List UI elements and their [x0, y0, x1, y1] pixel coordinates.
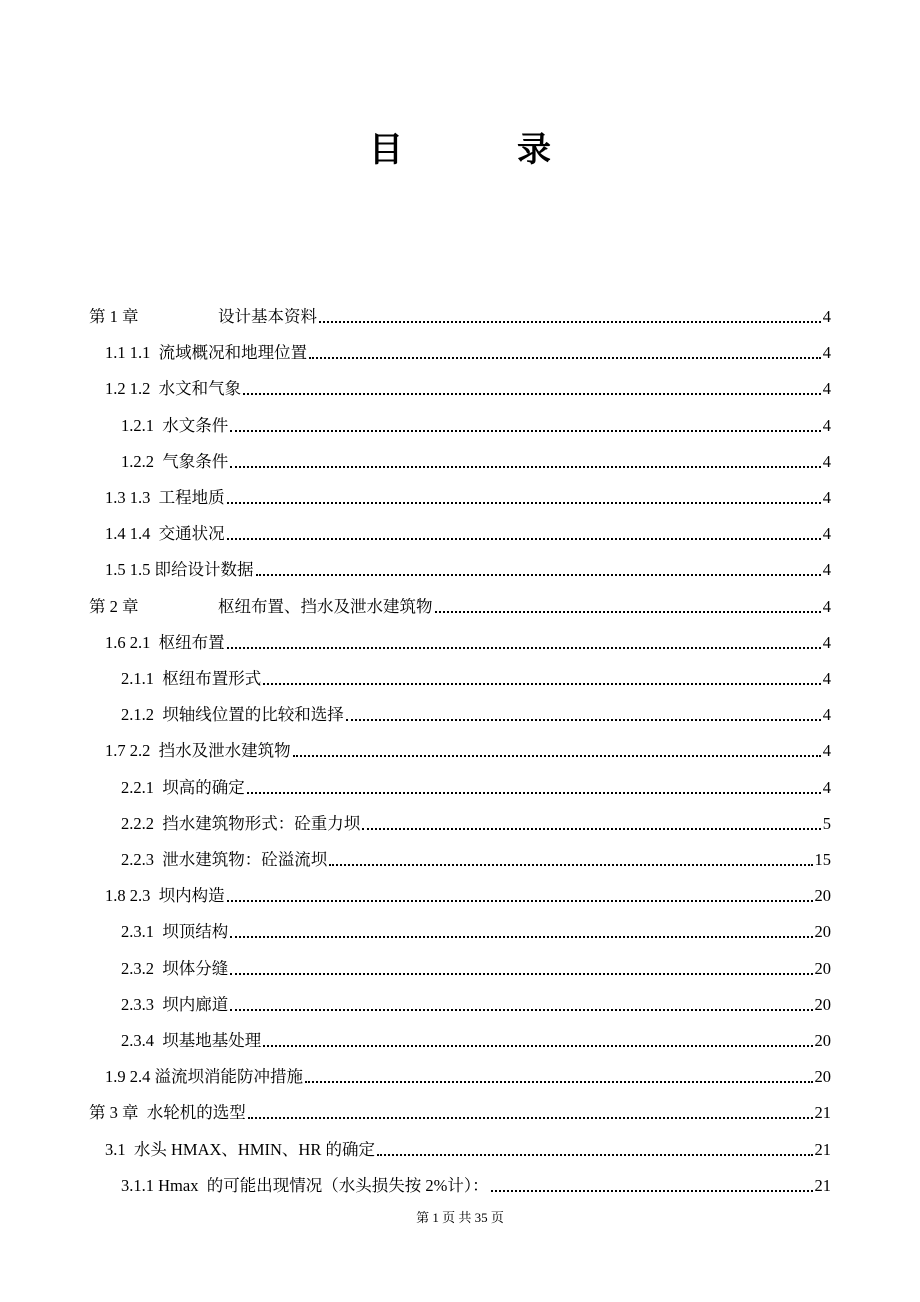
toc-entry-text: 1.9 2.4 溢流坝消能防冲措施: [105, 1067, 303, 1087]
toc-entry-label: [105, 520, 225, 544]
toc-leader-dots: [230, 1008, 812, 1011]
page-title: 目 录: [369, 130, 591, 170]
toc-leader-dots: [230, 935, 812, 938]
toc-leader-dots: [329, 863, 812, 866]
toc-entry-label: [121, 665, 261, 689]
toc-page-number: 20: [814, 958, 831, 978]
toc-leader-dots: [263, 1044, 812, 1047]
toc-entry-text: 2.3.1 坝顶结构: [121, 922, 229, 942]
toc-entry-label: [89, 593, 433, 617]
toc-entry-label: [105, 1136, 375, 1160]
toc-entry-text: 2.1.1 枢纽布置形式: [121, 669, 262, 688]
toc-entry-label: [105, 882, 225, 906]
toc-entry[interactable]: [0, 834, 920, 870]
toc-entry[interactable]: [0, 979, 920, 1015]
toc-entry-label: [105, 737, 291, 761]
toc-entry[interactable]: [0, 762, 920, 798]
toc-entry-text: 1.3 1.3 工程地质: [105, 488, 225, 507]
toc-entry[interactable]: [0, 400, 920, 436]
toc-entry[interactable]: [0, 653, 920, 689]
toc-leader-dots: [256, 573, 821, 576]
toc-entry-text: 1.8 2.3 坝内构造: [105, 886, 225, 906]
toc-entry[interactable]: [0, 544, 920, 580]
toc-entry-text: 2.2.1 坝高的确定: [121, 777, 245, 797]
toc-leader-dots: [435, 610, 821, 613]
toc-page-number: 21: [814, 1103, 831, 1123]
toc-leader-dots: [305, 1080, 813, 1083]
toc-leader-dots: [346, 718, 821, 721]
toc-chapter-number: 第 1 章: [89, 307, 139, 326]
toc-entry-text: 1.4 1.4 交通状况: [105, 524, 225, 544]
toc-entry-text: 2.2.2 挡水建筑物形式：砼重力坝: [121, 813, 361, 833]
toc-page-number: 15: [814, 850, 831, 869]
toc-leader-dots: [319, 320, 821, 323]
toc-leader-dots: [230, 972, 812, 975]
toc-leader-dots: [227, 646, 821, 649]
toc-page-number: 4: [822, 596, 831, 616]
toc-page-number: 4: [822, 741, 831, 761]
toc-entry-text: 枢纽布置、挡水及泄水建筑物: [218, 596, 433, 616]
toc-entry[interactable]: [0, 798, 920, 834]
toc-entry-label: [105, 1063, 303, 1087]
toc-entry-label: [89, 1099, 246, 1123]
toc-entry-text: 2.3.3 坝内廊道: [121, 994, 229, 1014]
toc-leader-dots: [230, 465, 821, 468]
toc-entry[interactable]: [0, 581, 920, 617]
toc-leader-dots: [362, 827, 821, 830]
toc-entry-text: 1.1 1.1 流域概况和地理位置: [105, 343, 308, 363]
toc-leader-dots: [227, 501, 821, 504]
toc-entry-text: 1.7 2.2 挡水及泄水建筑物: [105, 741, 291, 761]
toc-page-number: 4: [822, 632, 831, 652]
toc-leader-dots: [491, 1189, 813, 1192]
toc-entry[interactable]: [0, 1051, 920, 1087]
toc-entry[interactable]: [0, 617, 920, 653]
toc-entry-label: [105, 339, 307, 363]
toc-entry-label: [121, 774, 245, 798]
toc-page-number: 20: [814, 1067, 831, 1087]
toc-page-number: 4: [822, 307, 831, 326]
toc-page-number: 21: [814, 1139, 831, 1159]
toc-page-number: 4: [822, 379, 831, 399]
toc-page-number: 4: [822, 777, 831, 797]
toc-leader-dots: [263, 682, 821, 685]
toc-entry[interactable]: [0, 327, 920, 363]
toc-entry-text: 1.2.1 水文条件: [121, 415, 229, 435]
toc-entry[interactable]: [0, 508, 920, 544]
toc-entry-text: 设计基本资料: [218, 307, 317, 326]
toc-entry-label: [121, 918, 228, 942]
toc-entry[interactable]: [0, 870, 920, 906]
toc-entry-text: 3.1.1 Hmax 的可能出现情况（水头损失按 2%计）：: [121, 1175, 489, 1195]
toc-entry-text: 3.1 水头 HMAX、HMIN、HR 的确定: [105, 1139, 375, 1159]
toc-entry-label: [105, 375, 241, 399]
toc-entry[interactable]: [0, 943, 920, 979]
toc-entry-label: [121, 1027, 261, 1051]
toc-entry-label: [121, 810, 360, 834]
toc-entry[interactable]: [0, 472, 920, 508]
toc-entry-label: [121, 955, 228, 979]
toc-entry-text: 1.2.2 气象条件: [121, 451, 229, 471]
toc-entry-label: [121, 1172, 489, 1196]
toc-entry-text: 2.3.4 坝基地基处理: [121, 1031, 262, 1050]
toc-page-number: 4: [822, 524, 831, 544]
toc-entry-text: 第 3 章 水轮机的选型: [89, 1103, 246, 1123]
toc-page-number: 4: [822, 488, 831, 507]
toc-entry[interactable]: [0, 1015, 920, 1051]
toc-leader-dots: [293, 754, 821, 757]
toc-entry-text: 1.2 1.2 水文和气象: [105, 379, 242, 399]
toc-entry-label: [121, 412, 228, 436]
toc-page-number: 4: [822, 705, 831, 725]
toc-leader-dots: [248, 1116, 813, 1119]
toc-entry-label: [121, 991, 228, 1015]
toc-leader-dots: [227, 899, 813, 902]
toc-entry[interactable]: [0, 1124, 920, 1160]
toc-entry-label: [105, 484, 225, 508]
toc-chapter-number: 第 2 章: [89, 596, 139, 616]
toc-entry-text: 2.2.3 泄水建筑物：砼溢流坝: [121, 850, 328, 869]
toc-entry[interactable]: [0, 291, 920, 327]
toc-entry-label: [121, 701, 344, 725]
toc-entry-text: 2.1.2 坝轴线位置的比较和选择: [121, 705, 344, 725]
toc-page-number: 21: [814, 1175, 831, 1195]
toc-entry-label: [121, 448, 228, 472]
toc-leader-dots: [243, 392, 821, 395]
toc-entry-label: [105, 556, 254, 580]
toc-entry-text: 2.3.2 坝体分缝: [121, 958, 229, 978]
toc-entry[interactable]: [0, 906, 920, 942]
toc-page-number: 4: [822, 451, 831, 471]
toc-entry[interactable]: [0, 725, 920, 761]
toc-page-number: 4: [822, 343, 831, 363]
toc-page-number: 4: [822, 669, 831, 688]
toc-page-number: 4: [822, 415, 831, 435]
toc-page-number: 20: [814, 994, 831, 1014]
toc-leader-dots: [247, 791, 821, 794]
toc-entry[interactable]: [0, 689, 920, 725]
toc-page-number: 5: [822, 813, 831, 833]
toc-entry-text: 1.5 1.5 即给设计数据: [105, 560, 254, 580]
toc-entry[interactable]: [0, 436, 920, 472]
toc-leader-dots: [227, 537, 821, 540]
toc-page-number: 4: [822, 560, 831, 580]
toc-leader-dots: [377, 1153, 813, 1156]
toc-entry[interactable]: [0, 1160, 920, 1196]
toc-page-number: 20: [814, 886, 831, 906]
toc-entry[interactable]: [0, 363, 920, 399]
toc-entry[interactable]: [0, 1087, 920, 1123]
page-footer: 第 1 页 共 35 页: [416, 1210, 504, 1225]
toc-leader-dots: [230, 429, 821, 432]
toc-entry-label: [89, 303, 317, 327]
toc-page-number: 20: [814, 1031, 831, 1050]
toc-page-number: 20: [814, 922, 831, 942]
toc-entry-text: 1.6 2.1 枢纽布置: [105, 632, 225, 652]
toc-entry-label: [121, 846, 327, 870]
toc-entry-label: [105, 629, 225, 653]
toc-leader-dots: [309, 356, 821, 359]
